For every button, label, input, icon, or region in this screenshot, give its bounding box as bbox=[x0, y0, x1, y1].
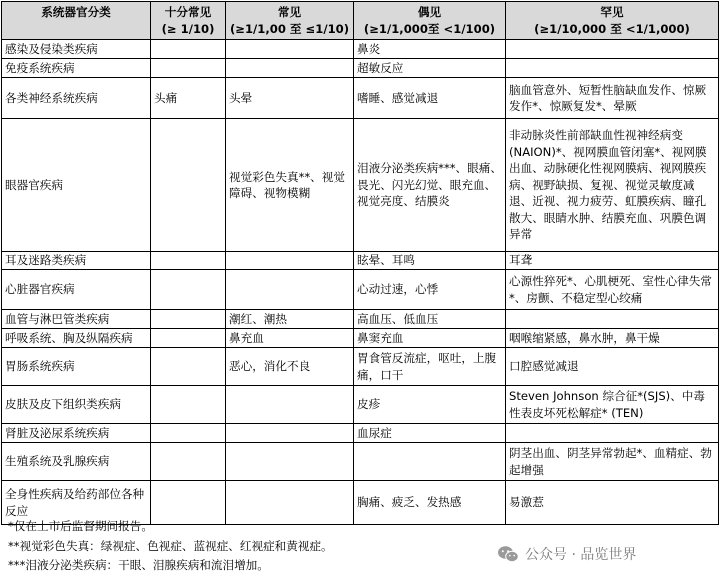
cell-very-common bbox=[151, 424, 226, 443]
table-row bbox=[2, 329, 719, 348]
table-row bbox=[2, 252, 719, 270]
cell-uncommon: 超敏反应 bbox=[354, 59, 506, 78]
cell-uncommon: 皮疹 bbox=[354, 386, 506, 424]
cell-very-common bbox=[151, 59, 226, 78]
cell-common bbox=[226, 386, 354, 424]
cell-common bbox=[226, 252, 354, 270]
cell-uncommon bbox=[354, 443, 506, 481]
cell-rare bbox=[506, 310, 719, 329]
cell-very-common bbox=[151, 310, 226, 329]
cell-rare bbox=[506, 40, 719, 59]
cell-rare bbox=[506, 424, 719, 443]
cell-rare: 易激惹 bbox=[506, 481, 719, 525]
row-category: 胃肠系统疾病 bbox=[2, 348, 151, 386]
adverse-reactions-table bbox=[1, 1, 719, 525]
header-uncommon: 偶见 (≥1/1,000至 <1/100) bbox=[354, 2, 506, 40]
cell-common: 头晕 bbox=[226, 78, 354, 119]
cell-very-common bbox=[151, 40, 226, 59]
table-row bbox=[2, 40, 719, 59]
cell-uncommon: 眩晕、耳鸣 bbox=[354, 252, 506, 270]
cell-very-common bbox=[151, 270, 226, 310]
row-category: 全身性疾病及给药部位各种反应 bbox=[2, 481, 151, 525]
table-header-row bbox=[2, 2, 719, 40]
row-category: 感染及侵染类疾病 bbox=[2, 40, 151, 59]
row-category: 眼器官疾病 bbox=[2, 119, 151, 252]
row-category: 肾脏及泌尿系统疾病 bbox=[2, 424, 151, 443]
row-category: 耳及迷路类疾病 bbox=[2, 252, 151, 270]
watermark-text: 公众号 · 品览世界 bbox=[525, 547, 637, 563]
cell-rare bbox=[506, 59, 719, 78]
row-category: 各类神经系统疾病 bbox=[2, 78, 151, 119]
table-row bbox=[2, 270, 719, 310]
cell-uncommon: 心动过速，心悸 bbox=[354, 270, 506, 310]
footnote: **视觉彩色失真：绿视症、色视症、蓝视症、红视症和黄视症。 bbox=[8, 538, 333, 553]
table-row bbox=[2, 424, 719, 443]
cell-common bbox=[226, 270, 354, 310]
footnote: *仅在上市后监督期间报告。 bbox=[8, 519, 153, 533]
cell-uncommon: 泪液分泌类疾病***、眼痛、畏光、闪光幻觉、眼充血、视觉亮度、结膜炎 bbox=[354, 119, 506, 252]
table-row bbox=[2, 348, 719, 386]
row-category: 呼吸系统、胸及纵隔疾病 bbox=[2, 329, 151, 348]
cell-uncommon: 鼻炎 bbox=[354, 40, 506, 59]
table-row bbox=[2, 310, 719, 329]
cell-common bbox=[226, 443, 354, 481]
cell-very-common bbox=[151, 119, 226, 252]
cell-rare: 阴茎出血、阴茎异常勃起*、血精症、勃起增强 bbox=[506, 443, 719, 481]
table-row bbox=[2, 59, 719, 78]
row-category: 免疫系统疾病 bbox=[2, 59, 151, 78]
cell-common bbox=[226, 59, 354, 78]
cell-uncommon: 胃食管反流症，呕吐，上腹痛，口干 bbox=[354, 348, 506, 386]
footnotes bbox=[8, 517, 333, 576]
header-rare: 罕见 (≥1/10,000 至 <1/1,000) bbox=[506, 2, 719, 40]
cell-rare: 咽喉缩紧感，鼻水肿，鼻干燥 bbox=[506, 329, 719, 348]
row-category: 生殖系统及乳腺疾病 bbox=[2, 443, 151, 481]
table-row bbox=[2, 386, 719, 424]
cell-very-common bbox=[151, 252, 226, 270]
footnote: ***泪液分泌类疾病：干眼、泪腺疾病和流泪增加。 bbox=[8, 558, 269, 572]
cell-rare: Steven Johnson 综合征*(SJS)、中毒性表皮坏死松解症* (TEN) bbox=[506, 386, 719, 424]
table-row bbox=[2, 78, 719, 119]
cell-common: 恶心，消化不良 bbox=[226, 348, 354, 386]
cell-very-common bbox=[151, 329, 226, 348]
cell-uncommon: 嗜睡、感觉减退 bbox=[354, 78, 506, 119]
cell-common bbox=[226, 424, 354, 443]
table-row bbox=[2, 119, 719, 252]
cell-very-common bbox=[151, 348, 226, 386]
cell-uncommon: 胸痛、疲乏、发热感 bbox=[354, 481, 506, 525]
cell-rare: 非动脉炎性前部缺血性视神经病变(NAION)*、视网膜血管闭塞*、视网膜出血、动脉硬化性视网膜病、视网膜疾病、视野缺损、复视、视觉灵敏度减退、近视、视力疲劳、虹膜疾病、瞳孔散大、眼睛水肿、结膜充血、巩膜色调异常 bbox=[506, 119, 719, 252]
cell-rare: 耳聋 bbox=[506, 252, 719, 270]
cell-rare: 口腔感觉减退 bbox=[506, 348, 719, 386]
watermark bbox=[497, 544, 636, 564]
cell-rare: 心源性猝死*、心肌梗死、室性心律失常*、房颤、不稳定型心绞痛 bbox=[506, 270, 719, 310]
table-row bbox=[2, 443, 719, 481]
cell-very-common bbox=[151, 386, 226, 424]
wechat-icon bbox=[497, 545, 519, 563]
cell-uncommon: 高血压、低血压 bbox=[354, 310, 506, 329]
cell-common: 潮红、潮热 bbox=[226, 310, 354, 329]
cell-very-common: 头痛 bbox=[151, 78, 226, 119]
cell-uncommon: 鼻窦充血 bbox=[354, 329, 506, 348]
cell-common bbox=[226, 40, 354, 59]
header-very-common: 十分常见 (≥ 1/10) bbox=[151, 2, 226, 40]
header-common: 常见 (≥1/1,00 至 ≤1/10) bbox=[226, 2, 354, 40]
header-organ-class: 系统器官分类 bbox=[2, 2, 151, 40]
cell-uncommon: 血尿症 bbox=[354, 424, 506, 443]
row-category: 心脏器官疾病 bbox=[2, 270, 151, 310]
cell-common: 鼻充血 bbox=[226, 329, 354, 348]
row-category: 血管与淋巴管类疾病 bbox=[2, 310, 151, 329]
cell-common: 视觉彩色失真**、视觉障碍、视物模糊 bbox=[226, 119, 354, 252]
row-category: 皮肤及皮下组织类疾病 bbox=[2, 386, 151, 424]
cell-very-common bbox=[151, 443, 226, 481]
cell-rare: 脑血管意外、短暂性脑缺血发作、惊厥发作*、惊厥复发*、晕厥 bbox=[506, 78, 719, 119]
